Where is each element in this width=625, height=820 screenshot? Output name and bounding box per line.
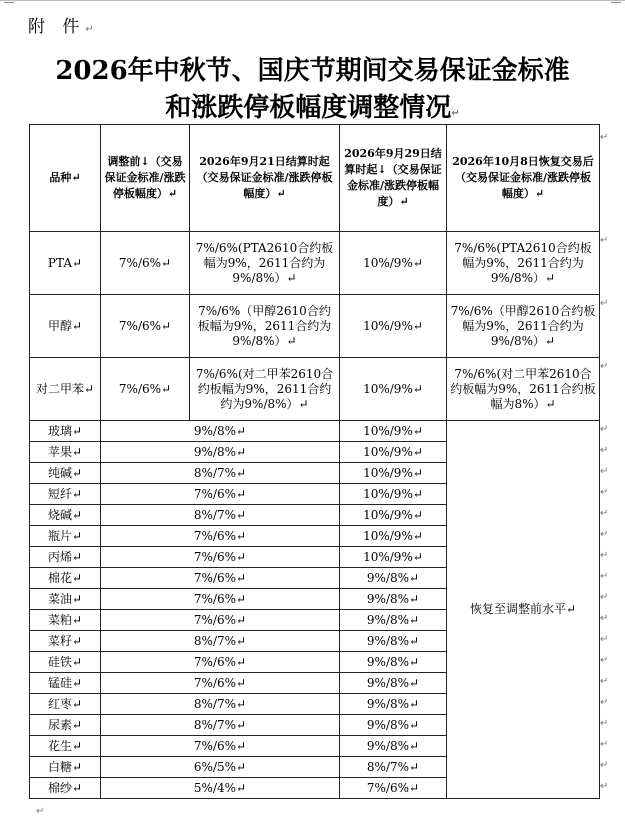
row-end-mark: ↵ bbox=[600, 676, 609, 687]
cell-before: 8%/7%↵ bbox=[101, 505, 340, 526]
cell-before: 7%/6%↵ bbox=[101, 358, 190, 421]
cell-sep29: 7%/6%↵ bbox=[340, 778, 447, 799]
cell-before: 7%/6%↵ bbox=[101, 652, 340, 673]
cell-sep29: 9%/8%↵ bbox=[340, 568, 447, 589]
document-title-line2: 和涨跌停板幅度调整情况↵ bbox=[165, 93, 460, 123]
cell-before: 6%/5%↵ bbox=[101, 757, 340, 778]
cell-oct8: 7%/6%（甲醇2610合约板幅为9%，2611合约为9%/8%）↵ bbox=[447, 295, 600, 358]
row-end-mark: ↵ bbox=[600, 361, 609, 372]
cell-name: 甲醇↵ bbox=[30, 295, 101, 358]
cell-sep29: 10%/9%↵ bbox=[340, 358, 447, 421]
attachment-label: 附 件↵ bbox=[28, 17, 94, 37]
header-oct8: 2026年10月8日恢复交易后（交易保证金标准/涨跌停板幅度）↵ bbox=[447, 125, 600, 232]
page-top-border bbox=[0, 0, 625, 5]
cell-before: 7%/6%↵ bbox=[101, 484, 340, 505]
cell-before: 8%/7%↵ bbox=[101, 463, 340, 484]
cell-name: 纯碱↵ bbox=[30, 463, 101, 484]
row-end-mark: ↵ bbox=[600, 760, 609, 771]
cell-sep29: 10%/9%↵ bbox=[340, 232, 447, 295]
cell-sep29: 10%/9%↵ bbox=[340, 421, 447, 442]
cell-name: 苹果↵ bbox=[30, 442, 101, 463]
row-end-mark: ↵ bbox=[600, 508, 609, 519]
cell-name: 红枣↵ bbox=[30, 694, 101, 715]
cell-name: 棉纱↵ bbox=[30, 778, 101, 799]
cell-name: 玻璃↵ bbox=[30, 421, 101, 442]
cell-name: 白糖↵ bbox=[30, 757, 101, 778]
cell-before: 7%/6%↵ bbox=[101, 589, 340, 610]
header-sep21: 2026年9月21日结算时起（交易保证金标准/涨跌停板幅度）↵ bbox=[190, 125, 340, 232]
cell-before: 7%/6%↵ bbox=[101, 736, 340, 757]
cell-name: 尿素↵ bbox=[30, 715, 101, 736]
header-sep29: 2026年9月29日结算时起↓（交易保证金标准/涨跌停板幅度）↵ bbox=[340, 125, 447, 232]
cell-name: 烧碱↵ bbox=[30, 505, 101, 526]
cell-sep29: 9%/8%↵ bbox=[340, 694, 447, 715]
margin-corner-right bbox=[611, 2, 621, 3]
cell-sep29: 9%/8%↵ bbox=[340, 736, 447, 757]
cell-name: 菜粕↵ bbox=[30, 610, 101, 631]
margin-corner-left bbox=[4, 2, 14, 3]
cell-before: 7%/6%↵ bbox=[101, 232, 190, 295]
cell-sep21: 7%/6%(PTA2610合约板幅为9%，2611合约为9%/8%）↵ bbox=[190, 232, 340, 295]
cell-name: 锰硅↵ bbox=[30, 673, 101, 694]
cell-before: 7%/6%↵ bbox=[101, 673, 340, 694]
cell-before: 7%/6%↵ bbox=[101, 547, 340, 568]
cell-before: 9%/8%↵ bbox=[101, 421, 340, 442]
cell-sep29: 9%/8%↵ bbox=[340, 610, 447, 631]
cell-sep29: 9%/8%↵ bbox=[340, 715, 447, 736]
row-end-mark: ↵ bbox=[600, 781, 609, 792]
cell-oct8: 7%/6%(PTA2610合约板幅为9%，2611合约为9%/8%）↵ bbox=[447, 232, 600, 295]
cell-sep29: 10%/9%↵ bbox=[340, 526, 447, 547]
table-row bbox=[30, 232, 600, 295]
cell-name: 硅铁↵ bbox=[30, 652, 101, 673]
cell-before: 8%/7%↵ bbox=[101, 694, 340, 715]
cell-before: 8%/7%↵ bbox=[101, 631, 340, 652]
row-end-mark: ↵ bbox=[600, 571, 609, 582]
row-end-mark: ↵ bbox=[600, 487, 609, 498]
row-end-mark: ↵ bbox=[600, 718, 609, 729]
table-row bbox=[30, 421, 600, 442]
end-paragraph-mark: ↵ bbox=[36, 806, 45, 817]
row-end-mark: ↵ bbox=[600, 550, 609, 561]
row-end-mark: ↵ bbox=[600, 298, 609, 309]
cell-sep29: 9%/8%↵ bbox=[340, 589, 447, 610]
cell-sep29: 10%/9%↵ bbox=[340, 484, 447, 505]
cell-sep21: 7%/6%(对二甲苯2610合约板幅为9%，2611合约约为9%/8%）↵ bbox=[190, 358, 340, 421]
cell-name: PTA↵ bbox=[30, 232, 101, 295]
cell-name: 对二甲苯↵ bbox=[30, 358, 101, 421]
row-end-mark: ↵ bbox=[600, 739, 609, 750]
row-end-mark: ↵ bbox=[600, 592, 609, 603]
cell-name: 丙烯↵ bbox=[30, 547, 101, 568]
cell-name: 花生↵ bbox=[30, 736, 101, 757]
cell-sep29: 8%/7%↵ bbox=[340, 757, 447, 778]
table-row bbox=[30, 295, 600, 358]
cell-name: 棉花↵ bbox=[30, 568, 101, 589]
row-end-mark: ↵ bbox=[600, 634, 609, 645]
row-end-mark: ↵ bbox=[600, 529, 609, 540]
cell-sep29: 9%/8%↵ bbox=[340, 631, 447, 652]
cell-sep29: 9%/8%↵ bbox=[340, 652, 447, 673]
row-end-mark: ↵ bbox=[600, 613, 609, 624]
cell-sep29: 10%/9%↵ bbox=[340, 463, 447, 484]
table-row bbox=[30, 358, 600, 421]
cell-before: 7%/6%↵ bbox=[101, 526, 340, 547]
cell-before: 8%/7%↵ bbox=[101, 715, 340, 736]
header-product: 品种↵ bbox=[30, 125, 101, 232]
header-before: 调整前↓（交易保证金标准/涨跌停板幅度）↵ bbox=[101, 125, 190, 232]
cell-name: 短纤↵ bbox=[30, 484, 101, 505]
row-end-mark: ↵ bbox=[600, 445, 609, 456]
row-end-mark: ↵ bbox=[600, 697, 609, 708]
cell-before: 9%/8%↵ bbox=[101, 442, 340, 463]
row-end-mark: ↵ bbox=[600, 235, 609, 246]
cell-oct8: 7%/6%(对二甲苯2610合约板幅为9%，2611合约板幅为8%）↵ bbox=[447, 358, 600, 421]
cell-name: 菜油↵ bbox=[30, 589, 101, 610]
row-end-mark: ↵ bbox=[600, 132, 609, 143]
cell-before: 7%/6%↵ bbox=[101, 568, 340, 589]
cell-before: 5%/4%↵ bbox=[101, 778, 340, 799]
row-end-mark: ↵ bbox=[600, 655, 609, 666]
cell-sep29: 10%/9%↵ bbox=[340, 442, 447, 463]
cell-name: 瓶片↵ bbox=[30, 526, 101, 547]
cell-sep29: 9%/8%↵ bbox=[340, 673, 447, 694]
cell-sep29: 10%/9%↵ bbox=[340, 547, 447, 568]
row-end-mark: ↵ bbox=[600, 466, 609, 477]
cell-name: 菜籽↵ bbox=[30, 631, 101, 652]
cell-before: 7%/6%↵ bbox=[101, 295, 190, 358]
cell-before: 7%/6%↵ bbox=[101, 610, 340, 631]
row-end-mark: ↵ bbox=[600, 424, 609, 435]
cell-sep29: 10%/9%↵ bbox=[340, 505, 447, 526]
cell-sep29: 10%/9%↵ bbox=[340, 295, 447, 358]
cell-restore: 恢复至调整前水平↵ bbox=[447, 421, 600, 799]
margin-adjustment-table bbox=[29, 124, 600, 799]
document-title-line1: 2026年中秋节、国庆节期间交易保证金标准 bbox=[55, 56, 570, 86]
table-header-row bbox=[30, 125, 600, 232]
cell-sep21: 7%/6%（甲醇2610合约板幅为9%，2611合约为9%/8%）↵ bbox=[190, 295, 340, 358]
